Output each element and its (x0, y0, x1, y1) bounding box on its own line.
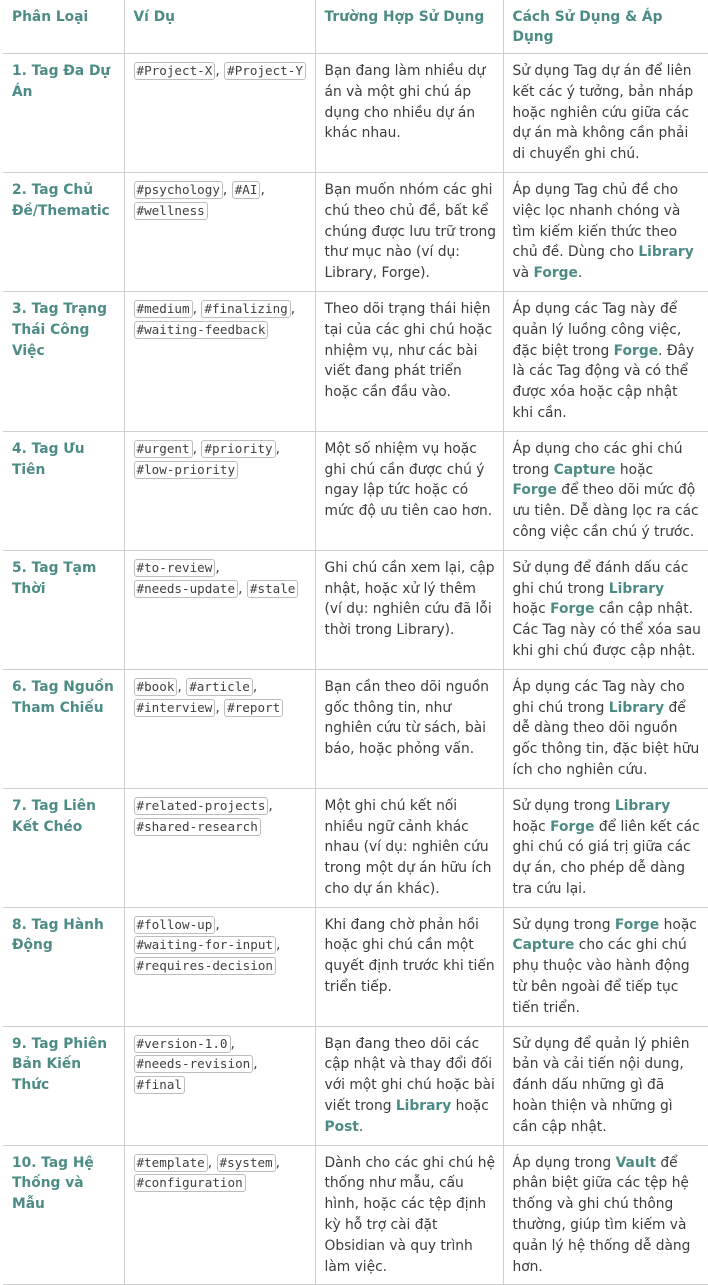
tag-chip: #configuration (134, 1174, 246, 1192)
application-cell (503, 907, 708, 1026)
example-cell (124, 1145, 315, 1285)
tag-chip: #needs-update (134, 580, 239, 598)
text-segment: hoặc (659, 916, 697, 933)
tag-separator: , (230, 1035, 235, 1052)
tag-chip: #requires-decision (134, 957, 276, 975)
tag-separator: , (222, 181, 232, 198)
text-segment: Sử dụng trong (512, 916, 615, 933)
text-segment: hoặc (512, 818, 551, 835)
tag-separator: , (192, 440, 202, 457)
text-segment: Sử dụng để đánh dấu các ghi chú trong (512, 559, 689, 597)
tag-chip: #follow-up (134, 916, 216, 934)
tag-chip: #article (186, 678, 253, 696)
location-highlight: Capture (512, 937, 575, 954)
text-segment: Áp dụng trong (512, 1154, 616, 1171)
text-segment: Sử dụng Tag dự án để liên kết các ý tưởng, bản nháp hoặc nghiên cứu giữa các dự án mà không cần phải di chuyển ghi chú. (512, 63, 694, 163)
tag-chip: #template (134, 1154, 208, 1172)
tag-separator: , (177, 678, 187, 695)
tag-chip: #psychology (134, 181, 223, 199)
application-cell (503, 669, 708, 788)
example-cell (124, 291, 315, 431)
tag-chip: #Project-X (134, 62, 216, 80)
use-case-cell: Theo dõi trạng thái hiện tại của các ghi chú hoặc nhiệm vụ, như các bài viết đang phát triển hoặc cần đầu vào. (315, 291, 503, 431)
text-segment: để dễ dàng theo dõi nguồn gốc thông tin, đặc biệt hữu ích cho nghiên cứu. (512, 699, 700, 778)
table-row (3, 54, 708, 173)
location-highlight: Forge (614, 916, 660, 933)
example-cell (124, 907, 315, 1026)
tag-chip: #interview (134, 699, 216, 717)
tag-separator: , (253, 1056, 258, 1073)
category-cell: 2. Tag Chủ Đề/Thematic (3, 172, 124, 291)
table-body (3, 54, 708, 1285)
location-highlight: Library (614, 797, 671, 814)
text-segment: và (512, 265, 534, 282)
text-segment: . (577, 265, 583, 282)
tag-separator: , (215, 63, 225, 79)
tag-separator: , (275, 440, 280, 457)
application-cell (503, 54, 708, 173)
table-row (3, 291, 708, 431)
tag-chip: #needs-revision (134, 1055, 254, 1073)
example-cell (124, 1026, 315, 1145)
text-segment: . (358, 1118, 364, 1135)
location-highlight: Library (608, 699, 665, 716)
tag-chip: #shared-research (134, 818, 261, 836)
tag-separator: , (215, 699, 225, 716)
header-category: Phân Loại (3, 0, 124, 54)
tag-chip: #urgent (134, 440, 193, 458)
tag-chip: #book (134, 678, 178, 696)
category-cell: 10. Tag Hệ Thống và Mẫu (3, 1145, 124, 1285)
header-application: Cách Sử Dụng & Áp Dụng (503, 0, 708, 54)
tag-chip: #AI (232, 181, 261, 199)
tag-chip: #final (134, 1076, 186, 1094)
text-segment: để phân biệt giữa các tệp hệ thống và ghi chú thông thường, giúp tìm kiếm và quản lý hệ thống dễ dàng hơn. (512, 1154, 691, 1275)
text-segment: hoặc (615, 461, 654, 478)
example-cell (124, 669, 315, 788)
tag-chip: #version-1.0 (134, 1035, 231, 1053)
table-row (3, 172, 708, 291)
tag-separator: , (268, 797, 273, 814)
location-highlight: Capture (553, 461, 616, 478)
example-cell (124, 431, 315, 550)
tag-separator: , (215, 559, 220, 576)
location-highlight: Forge (550, 601, 595, 618)
use-case-cell: Bạn cần theo dõi nguồn gốc thông tin, như nghiên cứu từ sách, bài báo, hoặc phỏng vấn. (315, 669, 503, 788)
category-cell: 3. Tag Trạng Thái Công Việc (3, 291, 124, 431)
tag-separator: , (260, 181, 265, 198)
table-row (3, 1145, 708, 1285)
text-segment: Bạn đang theo dõi các cập nhật và thay đổi đối với một ghi chú hoặc bài viết trong (324, 1035, 495, 1115)
tag-chip: #low-priority (134, 461, 239, 479)
example-cell (124, 172, 315, 291)
tag-chip: #priority (201, 440, 275, 458)
text-segment: Sử dụng để quản lý phiên bản và cải tiến nội dung, đánh dấu những gì đã hoàn thiện và những gì cần cập nhật. (512, 1035, 690, 1135)
application-cell (503, 291, 708, 431)
tag-chip: #waiting-feedback (134, 321, 269, 339)
text-segment: hoặc (451, 1098, 489, 1115)
example-cell (124, 550, 315, 669)
table-row (3, 669, 708, 788)
category-cell: 8. Tag Hành Động (3, 907, 124, 1026)
table-row (3, 788, 708, 907)
use-case-cell: Dành cho các ghi chú hệ thống như mẫu, cấu hình, hoặc các tệp định kỳ hỗ trợ cài đặt Obsidian và quy trình làm việc. (315, 1145, 503, 1285)
category-cell: 6. Tag Nguồn Tham Chiếu (3, 669, 124, 788)
use-case-cell: Một số nhiệm vụ hoặc ghi chú cần được chú ý ngay lập tức hoặc có mức độ ưu tiên cao hơn. (315, 431, 503, 550)
tag-chip: #system (217, 1154, 276, 1172)
text-segment: Sử dụng trong (512, 797, 615, 814)
location-highlight: Library (395, 1098, 452, 1115)
use-case-cell: Một ghi chú kết nối nhiều ngữ cảnh khác nhau (ví dụ: nghiên cứu trong một dự án hữu ích cho dự án khác). (315, 788, 503, 907)
tag-separator: , (290, 300, 296, 317)
tag-separator: , (238, 580, 247, 597)
tag-separator: , (207, 1154, 217, 1171)
use-case-cell: Ghi chú cần xem lại, cập nhật, hoặc xử lý thêm (ví dụ: nghiên cứu đã lỗi thời trong Library). (315, 550, 503, 669)
text-segment: Áp dụng cho các ghi chú trong (512, 440, 683, 478)
category-cell: 1. Tag Đa Dự Án (3, 54, 124, 173)
location-highlight: Library (638, 244, 694, 261)
application-cell (503, 172, 708, 291)
category-cell: 4. Tag Ưu Tiên (3, 431, 124, 550)
table-row (3, 431, 708, 550)
use-case-cell: Khi đang chờ phản hồi hoặc ghi chú cần một quyết định trước khi tiến triển tiếp. (315, 907, 503, 1026)
tag-separator: , (192, 300, 202, 317)
header-example: Ví Dụ (124, 0, 315, 54)
application-cell (503, 1145, 708, 1285)
table-row (3, 550, 708, 669)
table-header-row (3, 0, 708, 54)
table-row (3, 1026, 708, 1145)
location-highlight: Forge (613, 342, 659, 359)
tag-chip: #to-review (134, 559, 216, 577)
category-cell: 7. Tag Liên Kết Chéo (3, 788, 124, 907)
text-segment: Áp dụng các Tag này cho ghi chú trong (512, 678, 685, 716)
application-cell (503, 431, 708, 550)
location-highlight: Forge (533, 265, 578, 282)
location-highlight: Post (324, 1118, 359, 1135)
tag-separator: , (252, 678, 258, 695)
text-segment: . Đây là các Tag động và có thể được xóa hoặc cập nhật khi cần. (512, 342, 695, 421)
tag-separator: , (275, 1154, 280, 1171)
header-use-case: Trường Hợp Sử Dụng (315, 0, 503, 54)
tag-classification-table (3, 0, 708, 1285)
application-cell (503, 550, 708, 669)
text-segment: cần cập nhật. Các Tag này có thể xóa sau khi ghi chú được cập nhật. (512, 601, 701, 659)
example-cell (124, 54, 315, 173)
tag-chip: #waiting-for-input (134, 936, 276, 954)
category-cell: 9. Tag Phiên Bản Kiến Thức (3, 1026, 124, 1145)
application-cell (503, 788, 708, 907)
example-cell (124, 788, 315, 907)
text-segment: Áp dụng Tag chủ đề cho việc lọc nhanh chóng và tìm kiếm kiến thức theo chủ đề. Dùng cho (512, 181, 681, 261)
text-segment: Áp dụng các Tag này để quản lý luồng công việc, đặc biệt trong (512, 300, 682, 359)
use-case-cell (315, 1026, 503, 1145)
use-case-cell: Bạn muốn nhóm các ghi chú theo chủ đề, bất kể chúng được lưu trữ trong thư mục nào (ví dụ: Library, Forge). (315, 172, 503, 291)
location-highlight: Vault (615, 1154, 656, 1171)
text-segment: để liên kết các ghi chú có giá trị giữa các dự án, cho phép dễ dàng tra cứu lại. (512, 818, 700, 897)
text-segment: để theo dõi mức độ ưu tiên. Dễ dàng lọc ra các công việc cần chú ý trước. (512, 482, 699, 540)
tag-separator: , (275, 937, 281, 954)
tag-chip: #stale (247, 580, 299, 598)
table-row (3, 907, 708, 1026)
location-highlight: Library (608, 580, 665, 597)
use-case-cell: Bạn đang làm nhiều dự án và một ghi chú áp dụng cho nhiều dự án khác nhau. (315, 54, 503, 173)
tag-chip: #medium (134, 300, 193, 318)
tag-chip: #report (224, 699, 283, 717)
text-segment: hoặc (512, 601, 551, 618)
category-cell: 5. Tag Tạm Thời (3, 550, 124, 669)
tag-chip: #related-projects (134, 797, 269, 815)
location-highlight: Forge (550, 818, 595, 835)
tag-chip: #wellness (134, 202, 208, 220)
tag-separator: , (215, 916, 220, 933)
tag-chip: #Project-Y (224, 62, 306, 80)
location-highlight: Forge (512, 482, 557, 499)
application-cell (503, 1026, 708, 1145)
text-segment: cho các ghi chú phụ thuộc vào hành động từ bên ngoài để tiếp tục tiến triển. (512, 937, 690, 1016)
tag-chip: #finalizing (201, 300, 290, 318)
